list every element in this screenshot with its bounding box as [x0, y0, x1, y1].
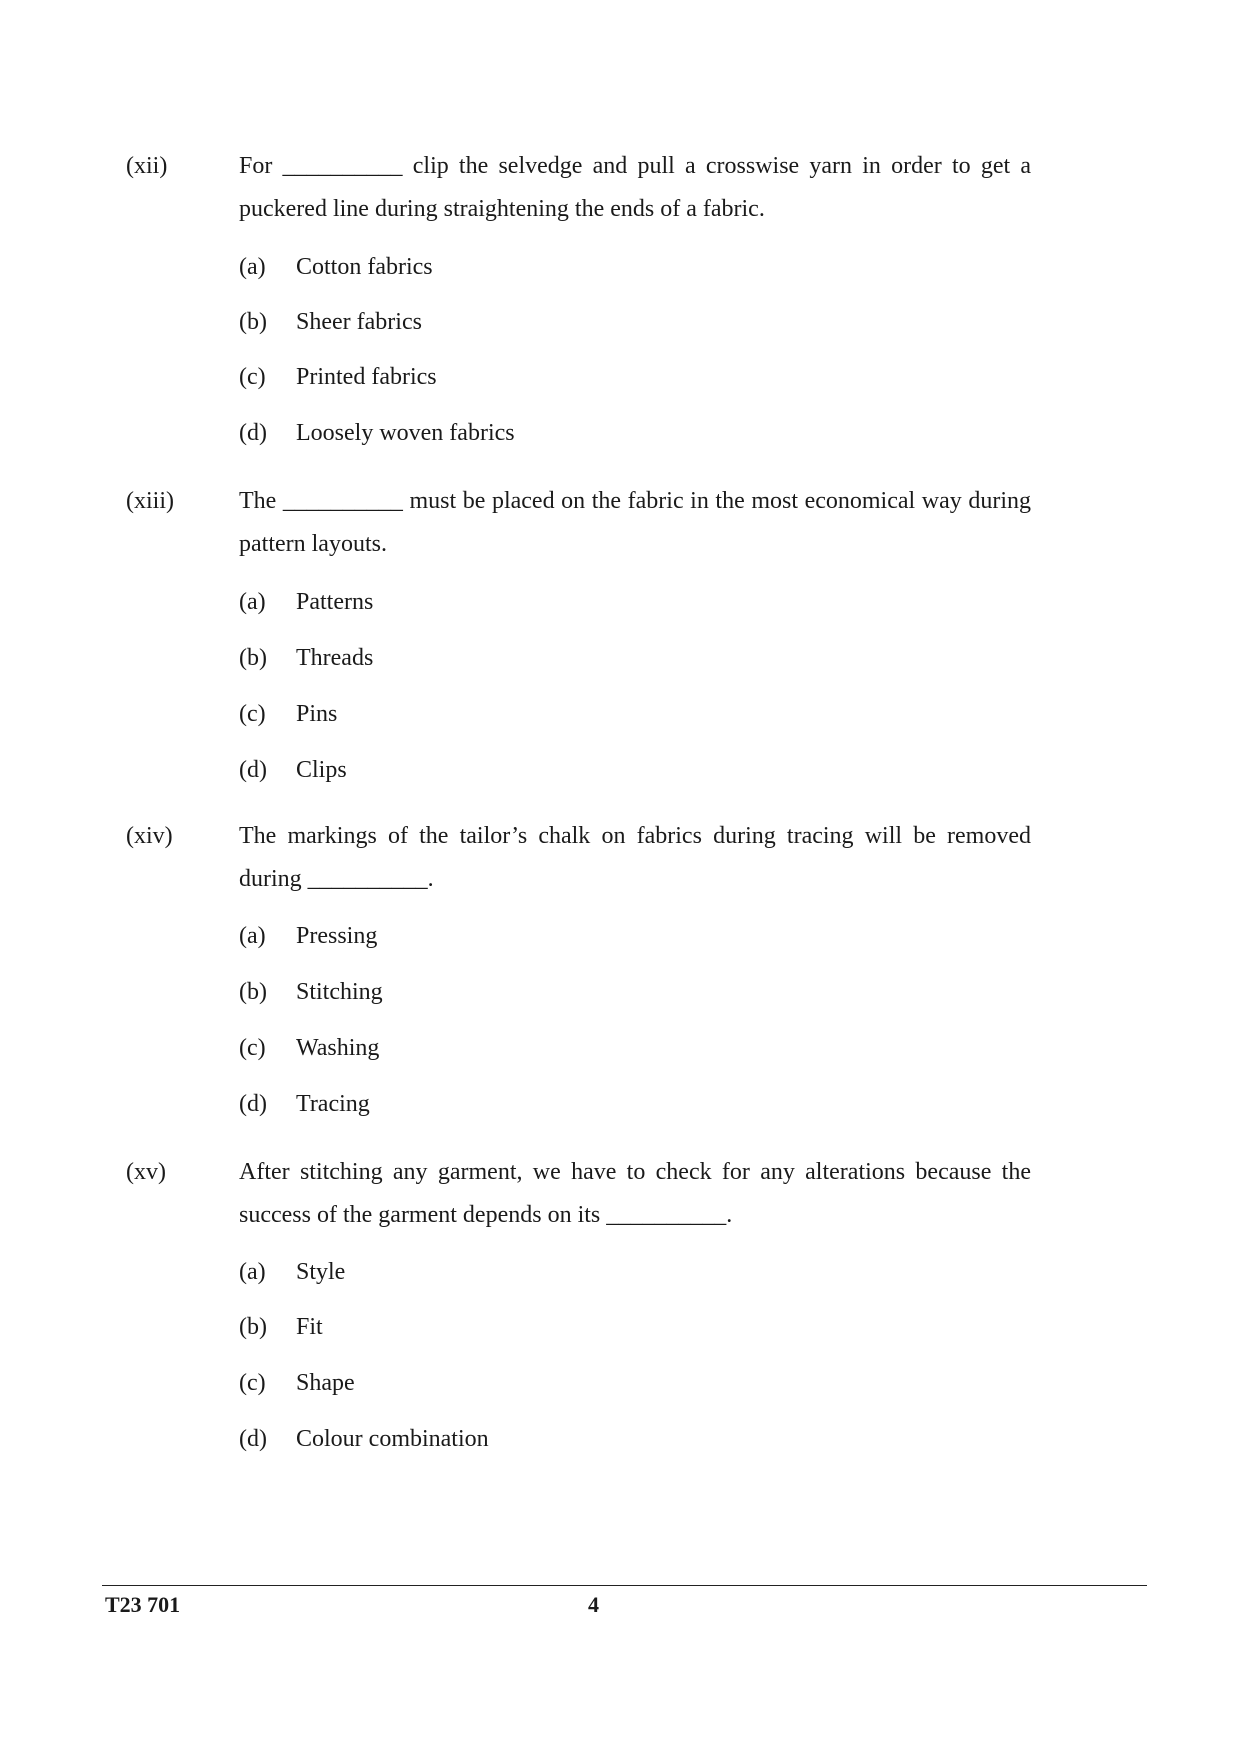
- option-b: [239, 1307, 323, 1347]
- option-letter: (d): [239, 420, 267, 446]
- option-c: [239, 1028, 379, 1068]
- option-a: [239, 916, 377, 956]
- footer-divider: [102, 1585, 1147, 1586]
- option-text: Tracing: [296, 1091, 370, 1117]
- option-c: [239, 1363, 355, 1403]
- option-text: Loosely woven fabrics: [296, 420, 515, 446]
- option-d: [239, 750, 347, 790]
- option-letter: (d): [239, 1091, 267, 1117]
- option-text: Patterns: [296, 589, 374, 615]
- option-letter: (d): [239, 1426, 267, 1452]
- option-d: [239, 1084, 370, 1124]
- option-text: Washing: [296, 1035, 380, 1061]
- option-text: Stitching: [296, 979, 383, 1005]
- option-text: Shape: [296, 1370, 355, 1396]
- question-text: After stitching any garment, we have to check for any alterations because the success of the garment depends on its __________.: [239, 1159, 1031, 1228]
- option-letter: (a): [239, 589, 266, 615]
- option-letter: (c): [239, 364, 266, 390]
- option-text: Fit: [296, 1314, 323, 1340]
- option-text: Threads: [296, 645, 374, 671]
- option-b: [239, 638, 373, 678]
- question-text: The markings of the tailor’s chalk on fabrics during tracing will be removed during __________.: [239, 823, 1031, 892]
- question-text: For __________ clip the selvedge and pull a crosswise yarn in order to get a puckered line during straightening the ends of a fabric.: [239, 153, 1031, 222]
- option-d: [239, 413, 515, 453]
- option-letter: (b): [239, 979, 267, 1005]
- option-letter: (b): [239, 1314, 267, 1340]
- option-letter: (b): [239, 645, 267, 671]
- option-text: Pressing: [296, 923, 378, 949]
- question-number: (xv): [126, 1159, 166, 1185]
- question-number: (xiii): [126, 488, 174, 514]
- question-text: The __________ must be placed on the fabric in the most economical way during pattern layouts.: [239, 488, 1031, 557]
- option-letter: (a): [239, 254, 266, 280]
- option-text: Cotton fabrics: [296, 254, 433, 280]
- option-letter: (a): [239, 1259, 266, 1285]
- option-text: Sheer fabrics: [296, 309, 422, 335]
- option-letter: (c): [239, 1035, 266, 1061]
- option-c: [239, 357, 437, 397]
- option-c: [239, 694, 337, 734]
- option-a: [239, 247, 433, 287]
- option-text: Clips: [296, 757, 347, 783]
- question-number: (xii): [126, 153, 168, 179]
- option-b: [239, 972, 383, 1012]
- option-text: Printed fabrics: [296, 364, 437, 390]
- option-letter: (b): [239, 309, 267, 335]
- option-letter: (c): [239, 1370, 266, 1396]
- option-letter: (a): [239, 923, 266, 949]
- option-a: [239, 1252, 345, 1292]
- paper-code: T23 701: [105, 1592, 181, 1617]
- option-letter: (d): [239, 757, 267, 783]
- option-text: Colour combination: [296, 1426, 489, 1452]
- page-number: 4: [588, 1592, 599, 1617]
- option-text: Pins: [296, 701, 338, 727]
- option-text: Style: [296, 1259, 346, 1285]
- option-b: [239, 302, 422, 342]
- question-number: (xiv): [126, 823, 173, 849]
- option-a: [239, 582, 373, 622]
- option-d: [239, 1419, 489, 1459]
- option-letter: (c): [239, 701, 266, 727]
